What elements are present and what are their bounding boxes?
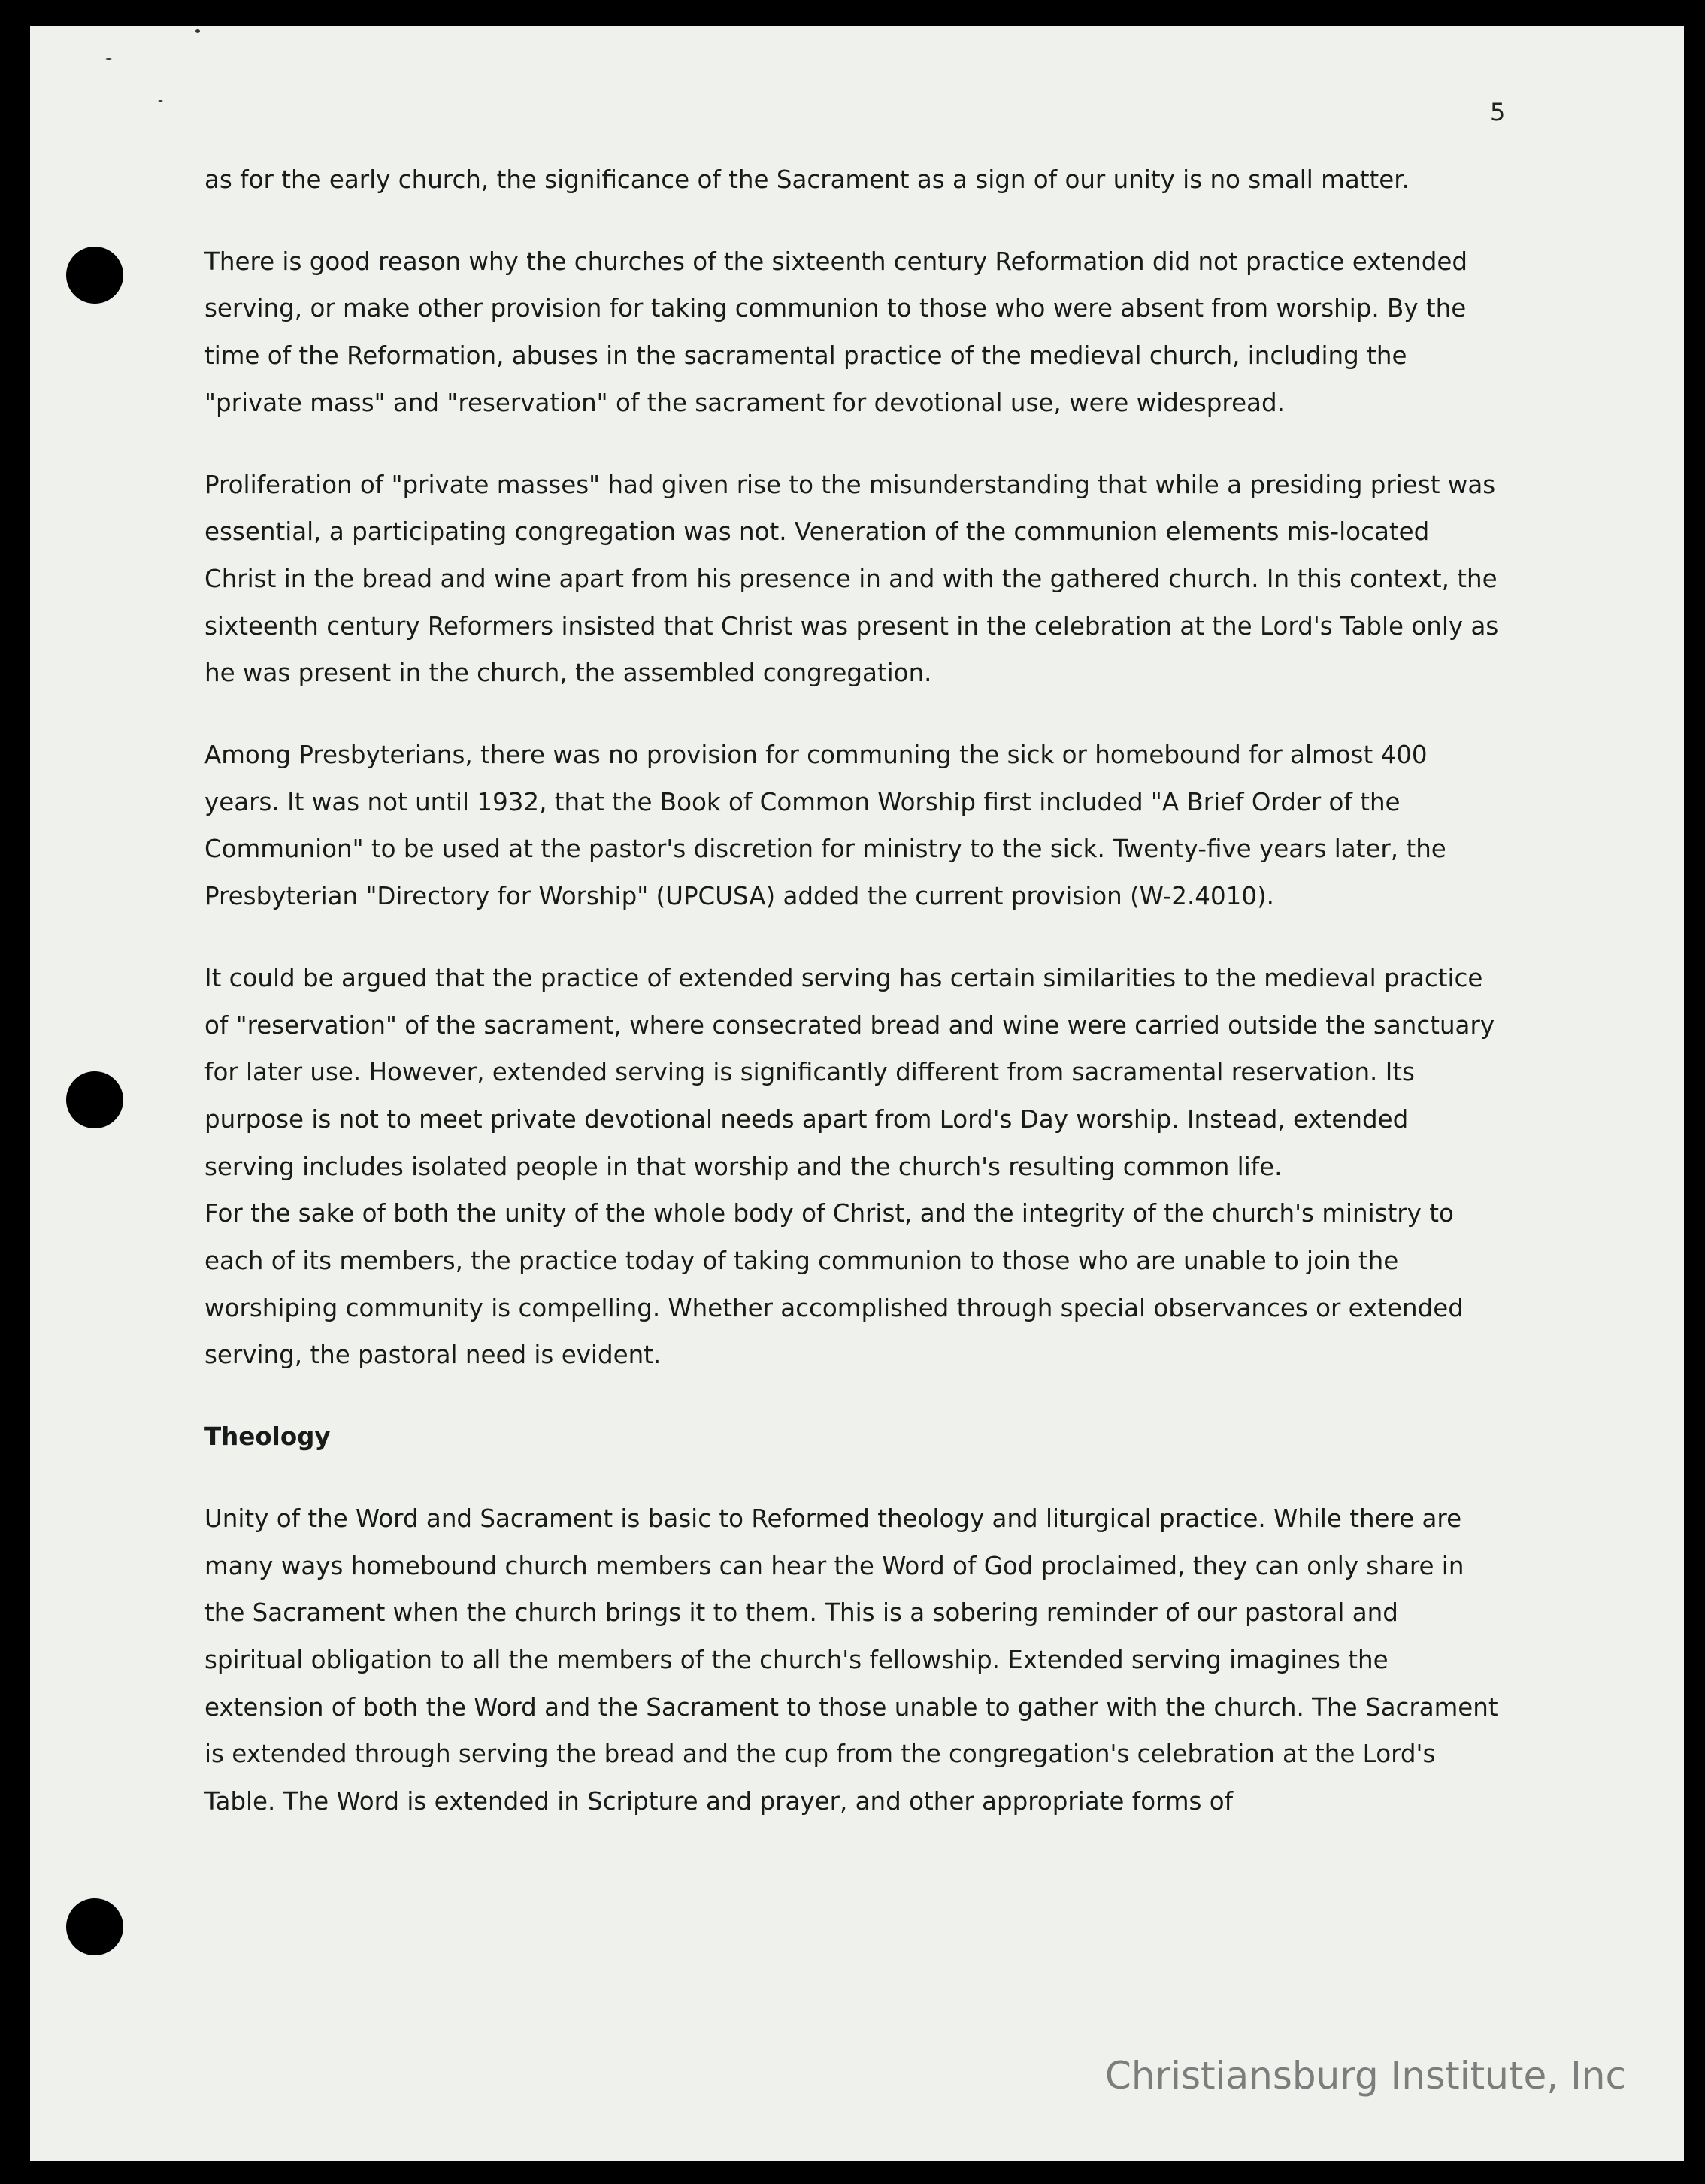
paragraph-3: Proliferation of "private masses" had given rise to the misunderstanding that while a presiding priest was essential, a participating congregation was not. Veneration of the communion elements mis-located Christ in the bread and wine apart from his presence in and with the gathered church. In this context, the sixteenth century Reformers insisted that Christ was present in the celebration at the Lord's Table only as he was present in the church, the assembled congregation. [204,470,1499,688]
paragraph-5: It could be argued that the practice of extended serving has certain similarities to the medieval practice of "reservation" of the sacrament, where consecrated bread and wine were carried outside the sanctuary for later use. However, extended serving is significantly different from sacramental reservation. Its purpose is not to meet private devotional needs apart from Lord's Day worship. Instead, extended serving includes isolated people in that worship and the church's resulting common life. [204,963,1495,1181]
section-paragraph: Unity of the Word and Sacrament is basic to Reformed theology and liturgical practice. While there are many ways homebound church members can hear the Word of God proclaimed, they can only share in the Sacrament when the church brings it to them. This is a sobering reminder of our pastoral and spiritual obligation to all the members of the church's fellowship. Extended serving imagines the extension of both the Word and the Sacrament to those unable to gather with the church. The Sacrament is extended through serving the bread and the cup from the congregation's celebration at the Lord's Table. The Word is extended in Scripture and prayer, and other appropriate forms of [204,1504,1498,1816]
paragraph-1: as for the early church, the significance of the Sacrament as a sign of our unity is no small matter. [204,165,1410,194]
paragraph-2: There is good reason why the churches of the sixteenth century Reformation did not practice extended serving, or make other provision for taking communion to those who were absent from worship. By the time of the Reformation, abuses in the sacramental practice of the medieval church, including the "private mass" and "reservation" of the sacrament for devotional use, were widespread. [204,247,1468,417]
paragraph-4: Among Presbyterians, there was no provision for communing the sick or homebound for almost 400 years. It was not until 1932, that the Book of Common Worship first included "A Brief Order of the Communion" to be used at the pastor's discretion for ministry to the sick. Twenty-five years later, the Presbyterian "Directory for Worship" (UPCUSA) added the current provision (W-2.4010). [204,741,1446,911]
speck [158,100,163,102]
section-heading: Theology [204,1422,331,1452]
punch-hole-top [66,247,123,304]
document-body [204,156,1499,1860]
speck [195,29,200,33]
punch-hole-bottom [66,1898,123,1955]
speck [105,58,112,60]
punch-hole-middle [66,1071,123,1128]
watermark: Christiansburg Institute, Inc [1104,2054,1626,2098]
page-number: 5 [1490,98,1506,126]
paragraph-6: For the sake of both the unity of the whole body of Christ, and the integrity of the church's ministry to each of its members, the practice today of taking communion to those who are unable to join the worshiping community is compelling. Whether accomplished through special observances or extended serving, the pastoral need is evident. [204,1199,1464,1370]
